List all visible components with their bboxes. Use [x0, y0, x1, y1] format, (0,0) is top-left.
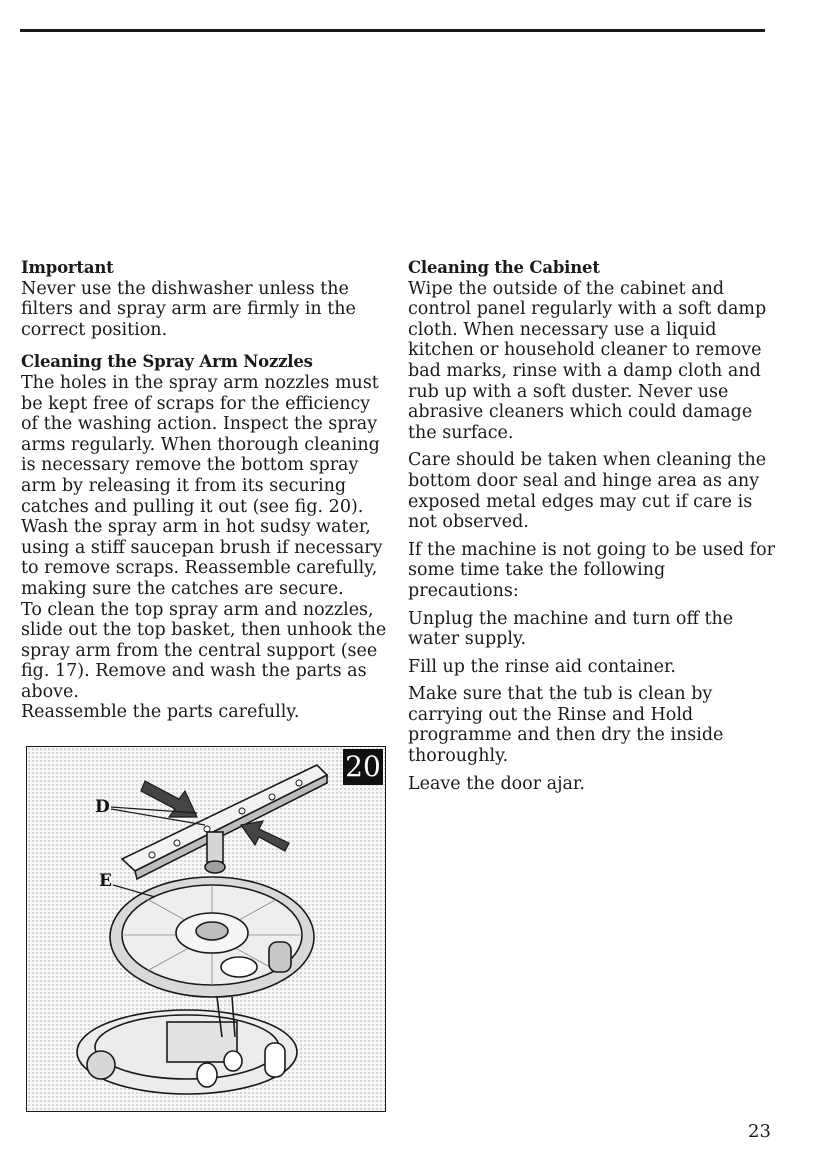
left-column: [21, 258, 389, 730]
important-text: Never use the dishwasher unless the filters and spray arm are firmly in the correct position.: [21, 278, 356, 340]
cabinet-text: Wipe the outside of the cabinet and control panel regularly with a soft damp cloth. When necessary use a liquid kitchen or household cleaner to remove bad marks, rinse with a damp cloth and rub up with a soft duster. Never use abrasive cleaners which could damage the surface.: [408, 278, 767, 443]
spray-arm: [122, 765, 327, 879]
spray-arm-illustration: [27, 747, 385, 1111]
sump-base: [77, 1010, 297, 1094]
figure-number-badge: 20: [343, 749, 383, 785]
label-d: D: [95, 797, 110, 817]
wash-text: Wash the spray arm in hot sudsy water, using a stiff saucepan brush if necessary to remove scraps. Reassemble carefully, making sure the catches are secure.: [21, 517, 383, 599]
fill-text: Fill up the rinse aid container.: [408, 656, 676, 677]
reassemble-text: Reassemble the parts carefully.: [21, 702, 300, 723]
top-rule: [20, 29, 765, 32]
important-heading: Important: [21, 258, 114, 277]
seal-text: Care should be taken when cleaning the bottom door seal and hinge area as any exposed metal edges may cut if care is not observed.: [408, 450, 767, 533]
door-text: Leave the door ajar.: [408, 773, 585, 794]
page-number: 23: [748, 1121, 771, 1142]
nozzles-heading: Cleaning the Spray Arm Nozzles: [21, 352, 313, 372]
nozzles-text: The holes in the spray arm nozzles must be kept free of scraps for the efficiency of the washing action. Inspect the spray arms regularly. When thorough cleaning is necessary remove the bottom spray arm by releasing it from its securing catches and pulling it out (see fig. 20).: [21, 372, 380, 517]
top-arm-text: To clean the top spray arm and nozzles, slide out the top basket, then unhook the spray arm from the central support (see fig. 17). Remove and wash the parts as above.: [21, 599, 387, 702]
cabinet-heading: Cleaning the Cabinet: [408, 258, 600, 277]
tub-text: Make sure that the tub is clean by carrying out the Rinse and Hold programme and then dry the inside thoroughly.: [408, 684, 724, 767]
not-used-text: If the machine is not going to be used for some time take the following precautions:: [408, 539, 775, 601]
right-column: [408, 258, 778, 801]
unplug-text: Unplug the machine and turn off the water supply.: [408, 608, 734, 650]
label-e: E: [99, 871, 112, 891]
figure-20: [26, 746, 386, 1112]
